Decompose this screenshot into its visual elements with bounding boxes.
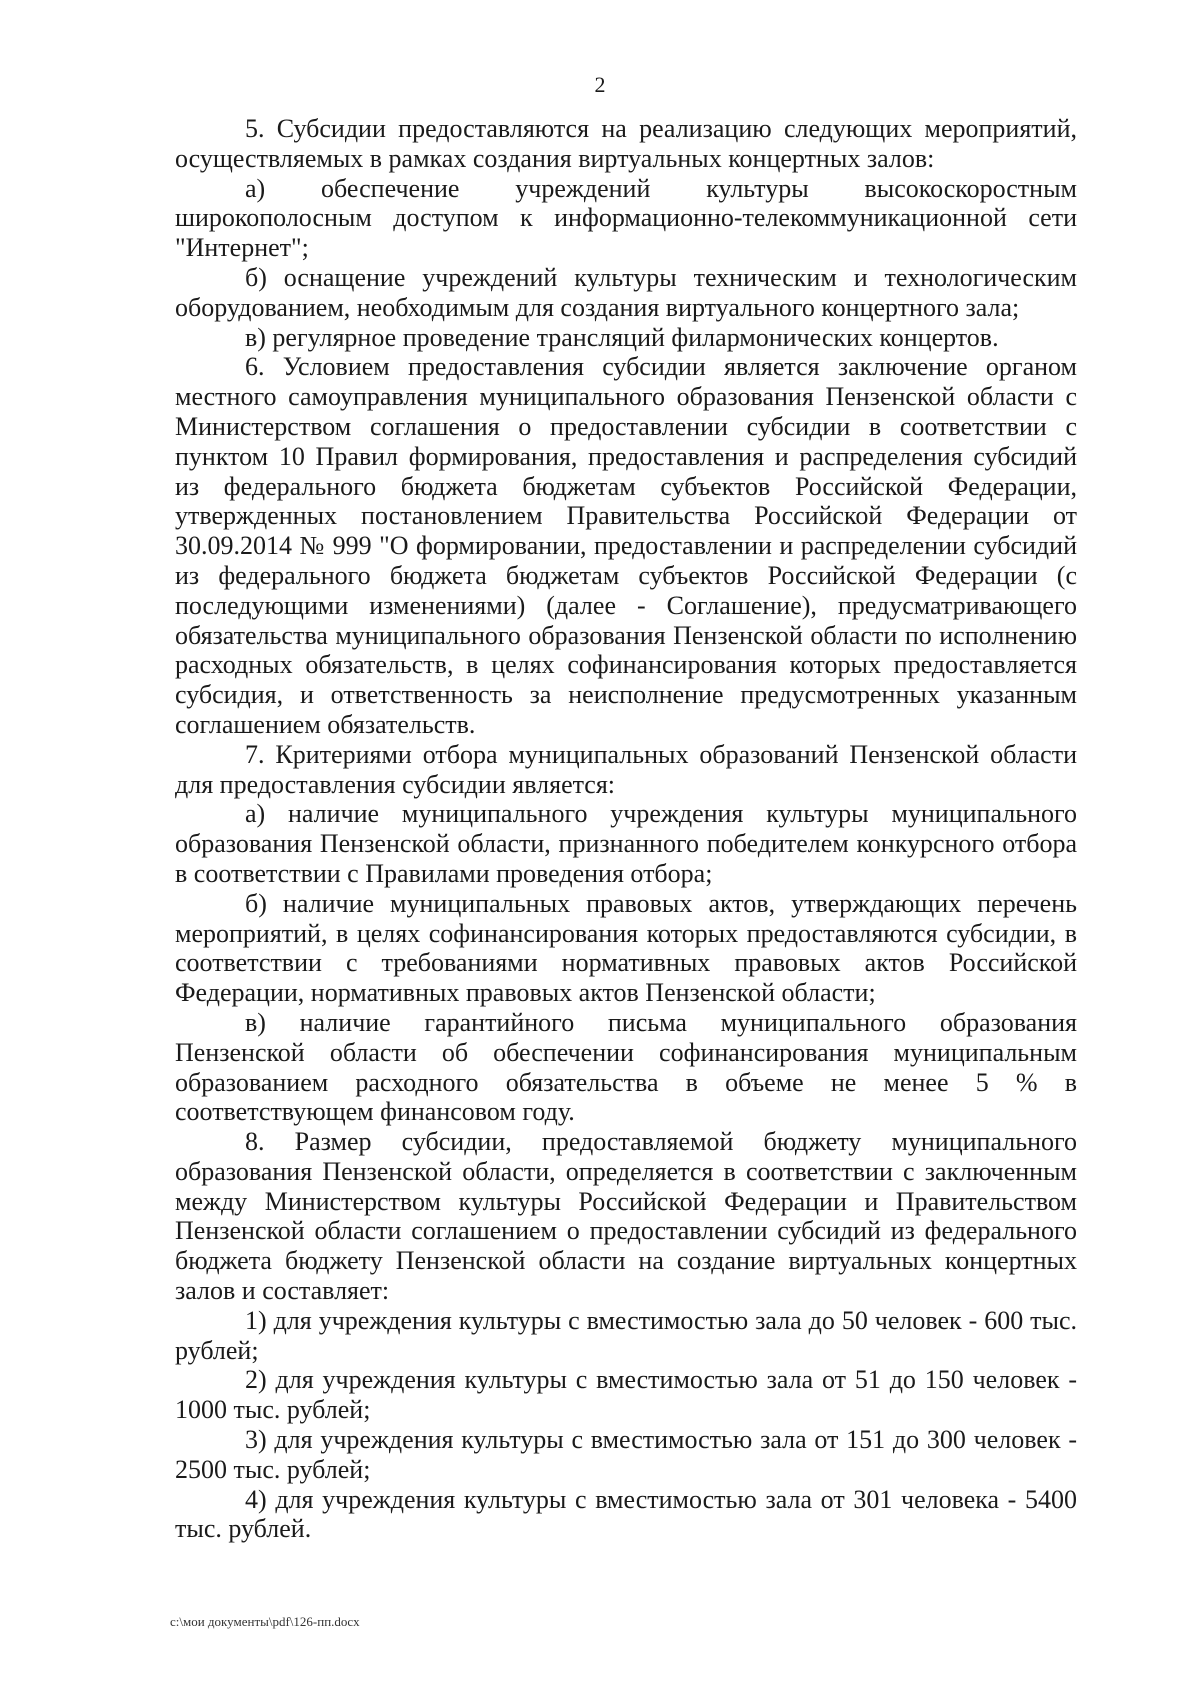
- paragraph-5v: в) регулярное проведение трансляций филармонических концертов.: [245, 322, 999, 352]
- page-number: 2: [594, 72, 606, 97]
- paragraph-7a: а) наличие муниципального учреждения культуры муниципального образования Пензенской области, признанного победителем конкурсного отбора в соответствии с Правилами проведения отбора;: [175, 799, 1077, 888]
- document-body: [175, 114, 1077, 1544]
- paragraph-5: 5. Субсидии предоставляются на реализацию следующих мероприятий, осуществляемых в рамках создания виртуальных концертных залов:: [175, 114, 1077, 173]
- paragraph-7v: в) наличие гарантийного письма муниципального образования Пензенской области об обеспечении софинансирования муниципальным образованием расходного обязательства в объеме не менее 5 % в соответствующем финансовом году.: [175, 1007, 1077, 1127]
- paragraph-8-item-2: 2) для учреждения культуры с вместимостью зала от 51 до 150 человек - 1000 тыс. рублей;: [175, 1365, 1077, 1425]
- paragraph-8-item-4: 4) для учреждения культуры с вместимостью зала от 301 человека - 5400 тыс. рублей.: [175, 1484, 1077, 1544]
- paragraph-8-item-3: 3) для учреждения культуры с вместимостью зала от 151 до 300 человек - 2500 тыс. рублей;: [175, 1425, 1077, 1484]
- paragraph-5a: а) обеспечение учреждений культуры высокоскоростным широкополосным доступом к информационно-телекоммуникационной сети "Интернет";: [175, 173, 1077, 263]
- paragraph-6: 6. Условием предоставления субсидии является заключение органом местного самоуправления муниципального образования Пензенской области с Министерством соглашения о предоставлении субсидии в соответствии с пунктом 10 Правил формирования, предоставления и распределения субсидий из федерального бюджета бюджетам субъектов Российской Федерации, утвержденных постановлением Правительства Российской Федерации от 30.09.2014 № 999 "О формировании, предоставлении и распределении субсидий из федерального бюджета бюджетам субъектов Российской Федерации (с последующими изменениями) (далее - Соглашение), предусматривающего обязательства муниципального образования Пензенской области по исполнению расходных обязательств, в целях софинансирования которых предоставляется субсидия, и ответственность за неисполнение предусмотренных указанным соглашением обязательств.: [175, 352, 1077, 739]
- paragraph-7: 7. Критериями отбора муниципальных образований Пензенской области для предоставления субсидии является:: [175, 739, 1077, 799]
- paragraph-7b: б) наличие муниципальных правовых актов, утверждающих перечень мероприятий, в целях софинансирования которых предоставляются субсидии, в соответствии с требованиями нормативных правовых актов Российской Федерации, нормативных правовых актов Пензенской области;: [175, 888, 1077, 1008]
- paragraph-8: 8. Размер субсидии, предоставляемой бюджету муниципального образования Пензенской области, определяется в соответствии с заключенным между Министерством культуры Российской Федерации и Правительством Пензенской области соглашением о предоставлении субсидий из федерального бюджета бюджету Пензенской области на создание виртуальных концертных залов и составляет:: [175, 1127, 1077, 1306]
- paragraph-8-item-1: 1) для учреждения культуры с вместимостью зала до 50 человек - 600 тыс. рублей;: [175, 1305, 1077, 1365]
- paragraph-5b: б) оснащение учреждений культуры техническим и технологическим оборудованием, необходимым для создания виртуального концертного зала;: [175, 262, 1077, 322]
- file-path-footer: c:\мои документы\pdf\126-пп.docx: [170, 1614, 360, 1629]
